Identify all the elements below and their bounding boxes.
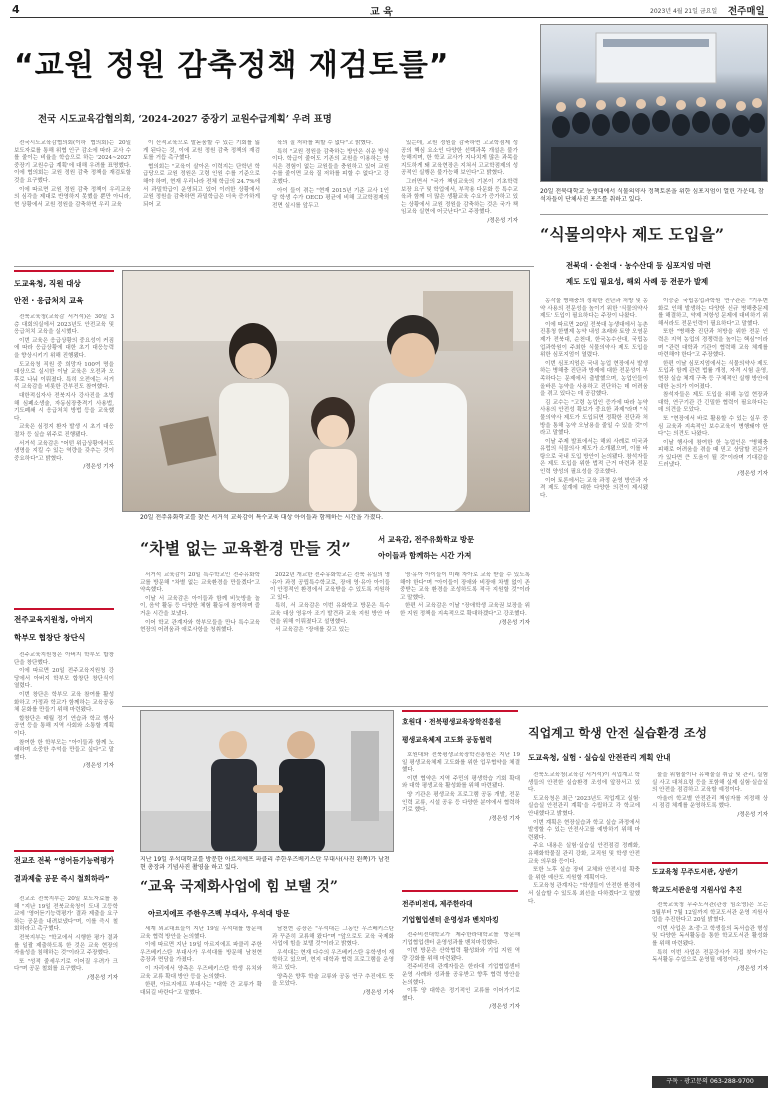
library-byline: /정은성 기자 — [737, 965, 768, 972]
safety-byline: /정은성 기자 — [83, 464, 114, 471]
vocational-byline: /정은성 기자 — [737, 811, 768, 818]
library-bar — [652, 862, 768, 864]
plant-body-col2: 이승준 국립농업과학원 연구관은 "기후변화로 인해 발생하는 다양한 신규 병해충문제를 해결하고, 약제 저항성 문제에 대비하기 위해서라도 전문인력이 필요하다"고 말했다. 또한 "병해충 진단과 처방을 위한 전문 인력은 지역 농업의 경쟁력을 높이는 핵심"이라며 "관련 대학과 기관이 협력해 교육 체계를 마련해야 한다"고 주장했다. 한편 이날 심포지엄에서는 식물의약사 제도 도입과 함께 관련 법률 개정, 자격 시험 운영, 현장 실습 체계 구축 등 구체적인 실행 방안에 대한 논의가 이어졌다. 참석자들은 제도 도입을 위해 농업 현장과 대학, 연구기관 간 긴밀한 협력이 필요하다는 데 의견을 모았다. 또 "현장에서 바로 활용할 수 있는 실무 중심 교육과 지속적인 보수교육이 병행돼야 한다"는 의견도 나왔다. 이날 행사에 참여한 한 농업인은 "병해충 피해로 어려움을 겪을 때 믿고 상담할 전문가가 있다면 큰 도움이 될 것"이라며 기대감을 드러냈다. /정은성 기자 — [658, 298, 768, 478]
intl-byline: /정은성 기자 — [363, 989, 394, 996]
jeonjunews-byline: /정은성 기자 — [489, 1004, 520, 1011]
divider-rule — [14, 266, 534, 267]
jeonju-byline: /정은성 기자 — [83, 763, 114, 770]
nodiscrim-body-col2: 2022년 개교한 전주유화학교는 전북 유일의 영·유아 과정 공립특수학교로, 장애 영·유아 아이들이 안정적인 환경에서 교육받을 수 있도록 지원하고 있다. 특히, 서 교육감은 이번 유화학교 방문은 특수교육 대상 영유아 조기 발견과 교육 지원 방안 마련을 위해 이뤄졌다고 설명했다. 서 교육감은 "장애를 갖고 있는 — [270, 572, 390, 634]
top-photo-caption: 20일 전북대학교 농생대에서 식물의약사 정책토론을 위한 심포지엄이 열린 가운데, 참석자들이 단체사진 포즈를 취하고 있다. — [540, 188, 764, 203]
jeonju-subtitle: 학부모 협창단 창단식 — [14, 633, 86, 642]
safety-subtitle: 안전 · 응급처치 교육 — [14, 296, 84, 305]
issue-date: 2023년 4월 21일 금요일 — [650, 8, 718, 15]
honam-byline: /정은성 기자 — [489, 815, 520, 822]
middle-photo — [122, 270, 530, 512]
honam-body: 호원대와 전북평생교육장학진흥원은 지난 19일 평생교육체제 고도화를 위한 업무협약을 체결했다. 이번 협약은 지역 주민의 평생학습 기회 확대와 대학 평생교육 활성화를 위해 마련됐다. 양 기관은 평생교육 프로그램 공동 개발, 전문 인력 교류, 시설 공유 등 다양한 분야에서 협력하기로 했다. /정은성 기자 — [402, 752, 520, 822]
subscription-text: 구독 · 광고문의 063-288-9700 — [666, 1078, 754, 1085]
lead-headline: “교원 정원 감축정책 재검토를” — [14, 48, 450, 83]
vocational-subtitle: 도교육청, 실험 · 실습실 안전관리 계획 안내 — [528, 753, 671, 762]
library-title: 도교육청 무주도서관, 상반기 — [652, 868, 739, 876]
plant-headline: “식물의약사 제도 도입을” — [540, 225, 725, 244]
lead-subhead: 전국 시도교육감협의회, ‘2024-2027 중장기 교원수급계획’ 우려 표명 — [38, 114, 332, 125]
lead-body-col4: 있는데, 교원 정원을 감축하면 고교학점제 성공의 핵심 요소인 다양한 선택과목 개설은 불가능해지며, 한 학교 교사가 지나치게 많은 과목을 지도하게 돼 교육현장은 지쳐서 고교학점제의 성공적인 실행은 불가능해 보인다"고 밝혔다. 그러면서 "국가 책임교육의 기본이 기초학력 보장 요구 및 학업에서, 부작용 다문화 등 특수교육과 함께 더 많은 생활교육 수요가 증가하고 있는 상황에서 교원 정원을 감축하는 것은 국가 책임교육 실현에 어긋난다"고 주장했다. /정은성 기자 — [401, 140, 518, 224]
library-subtitle: 학교도서관운영 지원사업 추진 — [652, 886, 743, 894]
vocational-body-col1: 전북도교육청(교육감 서거석)이 직업계고 학생들의 안전한 실습환경 조성에 앞장서고 있다. 도교육청은 최근 '2023년도 직업계고 실험·실습실 안전관리 계획'을 수립하고 각 학교에 안내했다고 밝혔다. 이번 계획은 현장실습과 학교 실습 과정에서 발생할 수 있는 안전사고를 예방하기 위해 마련됐다. 주요 내용은 실험·실습실 안전점검 정례화, 유해화학물질 관리 강화, 교직원 및 학생 안전교육 의무화 등이다. 또한 노후 실습 장비 교체와 안전시설 확충을 위한 예산도 지원할 계획이다. 도교육청 관계자는 "학생들이 안전한 환경에서 실습할 수 있도록 최선을 다하겠다"고 말했다. — [528, 772, 640, 905]
top-group-photo — [540, 24, 768, 182]
intl-subtitle: 아르지에프 주한우즈벡 부대사, 우석대 방문 — [148, 909, 290, 918]
intl-body-col2: 남천현 총장은 "우석대는 그동안 우즈베키스탄과 꾸준히 교류해 왔다"며 "앞으로도 교육 국제화사업에 힘을 보탤 것"이라고 밝혔다. 우석대는 현재 다수의 우즈베키스탄 유학생이 재학하고 있으며, 현지 대학과 협력 프로그램을 운영하고 있다. 양측은 향후 학술 교류와 공동 연구 추진에도 뜻을 모았다. /정은성 기자 — [272, 926, 394, 996]
eduquiz-body: 전교조 전북지부는 20일 보도자료를 통해 "지난 19일 전북교육청이 도내 고등학교에 '영어듣기능력평가' 결과 제출을 요구하는 공문을 내려보냈다"며, 이를 즉시 철회하라고 촉구했다. 전북지부는 "학교에서 시행한 평가 결과를 일괄 제출하도록 한 것은 교육 현장의 자율성을 침해하는 것"이라고 주장했다. 또 "성적 줄세우기로 이어질 우려가 크다"며 공문 철회를 요구했다. /정은성 기자 — [14, 896, 118, 981]
eduquiz-byline: /정은성 기자 — [87, 974, 118, 981]
masthead: 전주매일 — [728, 6, 765, 17]
vocational-body-col2: 물을 위험물이나 유해물질 취급 및 관리, 실험실 사고 대처요령 등을 포함해 실제 실험·실습실의 안전을 점검하고 교육할 예정이다. 아울러 학교별 안전관리 책임자를 지정해 상시 점검 체계를 운영하도록 했다. /정은성 기자 — [652, 772, 768, 818]
lead-body-col3: 육의 질 저하를 피할 수 없다"고 밝혔다. 특히 "교원 정원을 감축하는 방안은 쉬운 방식이다. 학급이 줄어도 기존의 교원을 이용하는 방식은 경험이 없는 교원들을 충원하고 있어 교원 수를 줄이면 교육 질 저하를 피할 수 없다"고 강조했다. 아이 들이 겪는 "현재 2015년 기준 교사 1인당 학생 수가 OECD 평균에 비해 고교학점제의 전면 실시를 앞두고 — [272, 140, 389, 209]
eduquiz-title: 전교조 전북 “영어듣기능력평가 — [14, 856, 114, 865]
vocational-headline: 직업계고 학생 안전 실습환경 조성 — [528, 726, 708, 740]
group-people-image — [541, 25, 768, 182]
divider-rule — [540, 214, 768, 215]
nodiscrim-body-col1: 서거석 교육감이 20일 특수학교인 전주유화학교를 방문해 "차별 없는 교육환경을 만들겠다"고 약속했다. 이날 서 교육감은 아이들과 함께 비눗방울 놀이, 음악 활동 등 다양한 체험 활동에 참여하며 즐거운 시간을 보냈다. 이어 학교 관계자와 학부모들을 만나 특수교육 현장의 어려움과 애로사항을 청취했다. — [140, 572, 260, 634]
nodiscrim-sub1: 서 교육감, 전주유화학교 방문 — [378, 535, 475, 544]
jeonjunews-subtitle: 기업협업센터 운영성과 벤치마킹 — [402, 916, 499, 924]
lower-photo-caption: 지난 19일 우석대학교를 방문한 아르지에프 파클리 주한우즈베키스탄 부대사(사진 왼쪽)가 남천현 총장과 기념사진 촬영을 하고 있다. — [140, 856, 390, 871]
safety-bar — [14, 270, 114, 272]
eduquiz-bar — [14, 850, 114, 852]
middle-photo-caption: 20일 전주유화학교를 찾은 서거석 교육감이 특수교육 대상 아이들과 함께하는 시간을 가졌다. — [140, 514, 384, 521]
jeonju-title: 전주교육지원청, 아버지 — [14, 615, 93, 624]
page-header — [10, 0, 768, 18]
honam-title: 호원대 · 전북평생교육장학진흥원 — [402, 718, 502, 726]
honam-subtitle: 평생교육체제 고도화 공동협력 — [402, 736, 493, 744]
jeonju-body: 전주교육지원청은 아버지 학부모 합창단을 창단했다. 이에 따르면 20일 전주교육지원청 강당에서 아버지 학부모 합창단 창단식이 열렸다. 이번 창단은 학부모 교육 참여를 활성화하고 가정과 학교가 함께하는 교육공동체 문화를 만들기 위해 마련됐다. 합창단은 매월 정기 연습과 학교 행사 공연 등을 통해 지역 사회와 소통할 계획이다. 참여한 한 학부모는 "아이들과 함께 노래하며 소중한 추억을 만들고 싶다"고 말했다. /정은성 기자 — [14, 652, 114, 770]
lower-photo — [140, 710, 394, 852]
safety-title: 도교육청, 직원 대상 — [14, 279, 81, 288]
plant-sub1: 전북대 · 순천대 · 농수산대 등 심포지엄 마련 — [566, 261, 711, 270]
jeonjunews-title: 전주비전대, 제주한라대 — [402, 900, 473, 908]
lead-body-col2: 이 산적교육으로 발돋움할 수 있는 기회를 잃게 된다는 것, 이에 교원 정원 감축 정책의 재검토를 거듭 촉구했다. 협의회는 "교육이 살아온 이력지는 단학년 학급당으로 교원 정원은 고령 인원 수를 기준으로 해야 하며, 현재 우리나라 전체 학급의 24.7%에서 과밀학급이 운영되고 있어 이러한 상황에서 교원 정원을 감축하면 과밀학급은 더욱 증가하게 되어 교 — [143, 140, 260, 208]
honam-bar — [402, 710, 518, 712]
library-body: 전북교육청 무주도서관(관장 임소영)은 오는 5월부터 7월 12일까지 학교도서관 운영 지원사업을 추진한다고 20일 밝혔다. 이번 사업은 초·중·고 학생들의 독서습관 형성 및 다양한 독서활동을 통한 학교도서관 활성화를 위해 마련됐다. 특히 이번 사업은 전문강사가 직접 찾아가는 독서활동 수업으로 운영될 예정이다. /정은성 기자 — [652, 902, 768, 972]
eduquiz-subtitle: 결과제출 공문 즉시 철회하라” — [14, 874, 110, 883]
page-number: 4 — [12, 3, 20, 16]
nodiscrim-headline: “차별 없는 교육환경 만들 것” — [140, 539, 351, 558]
jeonjunews-body: 전주비전대학교가 제주한라대학교를 방문해 기업협업센터 운영성과를 벤치마킹했다. 이번 방문은 산학협력 활성화와 기업 지원 역량 강화를 위해 마련됐다. 전주비전대 관계자들은 한라대 기업협업센터 운영 사례와 성과를 공유받고 향후 협력 방안을 논의했다. 이후 양 대학은 정기적인 교류를 이어가기로 했다. /정은성 기자 — [402, 932, 520, 1011]
safety-body: 전북교육청(교육감 서거석)은 30일 3층 대회의실에서 2023년도 안전교육 및 응급처치 교육을 실시했다. 이번 교육은 응급상황의 중요성이 커짐에 따라 응급상황에 대한 초기 대응능력을 향상시키기 위해 진행됐다. 도교육청 직원 중 희망자 100여 명을 대상으로 실시한 이날 교육은 오전과 오후로 나눠 이뤄졌다. 특히 오전에는 서거석 교육감을 비롯한 간부진도 참여했다. 대한적십자사 전북지사 강사진을 초빙해 심폐소생술, 자동심장충격기 사용법, 기도폐쇄 시 응급처치 방법 등을 교육했다. 교육은 심정지 환자 발생 시 초기 대응 절차 등 실습 위주로 진행됐다. 서거석 교육감은 "어떤 위급상황에서도 생명을 지킬 수 있는 역량을 갖추는 것이 중요하다"고 밝혔다. /정은성 기자 — [14, 314, 114, 471]
divider-rule — [122, 706, 768, 707]
plant-body-col1: 농작물 병해충의 정확한 진단과 처방 및 농약 사용의 전문성을 높이기 위한 '식물의약사 제도' 도입이 필요하다는 주장이 나왔다. 이에 따르면 20일 전북대 농생대에서 농촌진흥청 한별제 농약 내성 초래와 토양 오염문제가 전북대, 순천대, 한국농수산대, 국립농업과학원이 주최한 식물의약사 제도 도입을 위한 심포지엄이 열렸다. 이번 심포지엄은 국내 농업 현장에서 발생하는 병해충 진단과 방제에 대한 전문성이 부족하다는 문제에서 출발했으며, 농업인들이 올바른 농약을 사용하고 진단하는 데 어려움을 겪고 있다는 데 공감했다. 김 교수는 "고령 농업인 증가에 따라 농약 사용의 안전성 확보가 중요한 과제"라며 "식물의약사 제도가 도입되면 정확한 진단과 처방을 통해 농약 오남용을 줄일 수 있을 것"이라고 말했다. 이날 주제 발표에서는 해외 사례로 미국과 유럽의 식물의사 제도가 소개됐으며, 이를 바탕으로 국내 도입 방안이 논의됐다. 참석자들은 제도 도입을 위한 법적 근거 마련과 전문 인력 양성의 필요성을 강조했다. 이어 토론에서는 교육 과정 운영 방안과 자격 제도 설계에 대한 다양한 의견이 제시됐다. — [540, 298, 648, 499]
handshake-image — [141, 711, 394, 852]
subscription-footer — [652, 1076, 768, 1088]
nodiscrim-body-col3: 영·유아 아이들이 미래 자아로 교육 받을 수 있도록 해야 한다"며 "아이들이 장애와 비장애 차별 없이 존중받는 교육 환경을 조성하도록 적극 지원할 것"이라고 말했다. 한편 서 교육감은 이날 "장애학생 교육권 보장을 위한 지원 정책을 지속적으로 확대하겠다"고 강조했다. /정은성 기자 — [400, 572, 530, 626]
plant-sub2: 제도 도입 필요성, 해외 사례 등 전문가 발제 — [566, 277, 709, 286]
intl-body-col1: 세계 외교대표들이 지난 19일 우석대를 방문해 교육 협력 방안을 논의했다. 이에 따르면 지난 19일 아르지에프 파클리 주한우즈베키스탄 부대사가 우석대를 방문해 남천현 총장과 면담을 가졌다. 이 자리에서 양측은 우즈베키스탄 학생 유치와 교육 교류 확대 방안 등을 논의했다. 한편, 아르지에프 부대사는 "대학 간 교류가 확대되길 바란다"고 말했다. — [140, 926, 262, 996]
jeonjunews-bar — [402, 890, 518, 892]
plant-byline: /정은성 기자 — [737, 471, 768, 478]
intl-headline: “교육 국제화사업에 힘 보탤 것” — [140, 879, 338, 895]
lead-byline: /정은성 기자 — [487, 217, 518, 224]
section-label: 교 육 — [370, 7, 393, 18]
nodiscrim-byline: /정은성 기자 — [499, 619, 530, 626]
superintendent-children-image — [123, 271, 530, 512]
nodiscrim-sub2: 아이들과 함께하는 시간 가져 — [378, 551, 472, 560]
jeonju-bar — [14, 608, 114, 610]
lead-body-col1: 전국시도교육감협의회(이하 협의회)는 20일 보도자료를 통해 위협 인구 감소에 따라 교사 수를 줄이는 비율을 학습으로 하는 '2024~2027 중장기 교원수급 계획'에 대해 우려를 표명했다. 이에 협의회는 교원 정원 감축 정책을 재검토할 것을 요구했다. 이에 따르면 교원 정원 감축 정책이 우리교육의 심각을 제대로 반영하지 못했을 뿐만 아니라, 현 상황에서 교원 정원을 감축하면 우리 교육 — [14, 140, 131, 208]
